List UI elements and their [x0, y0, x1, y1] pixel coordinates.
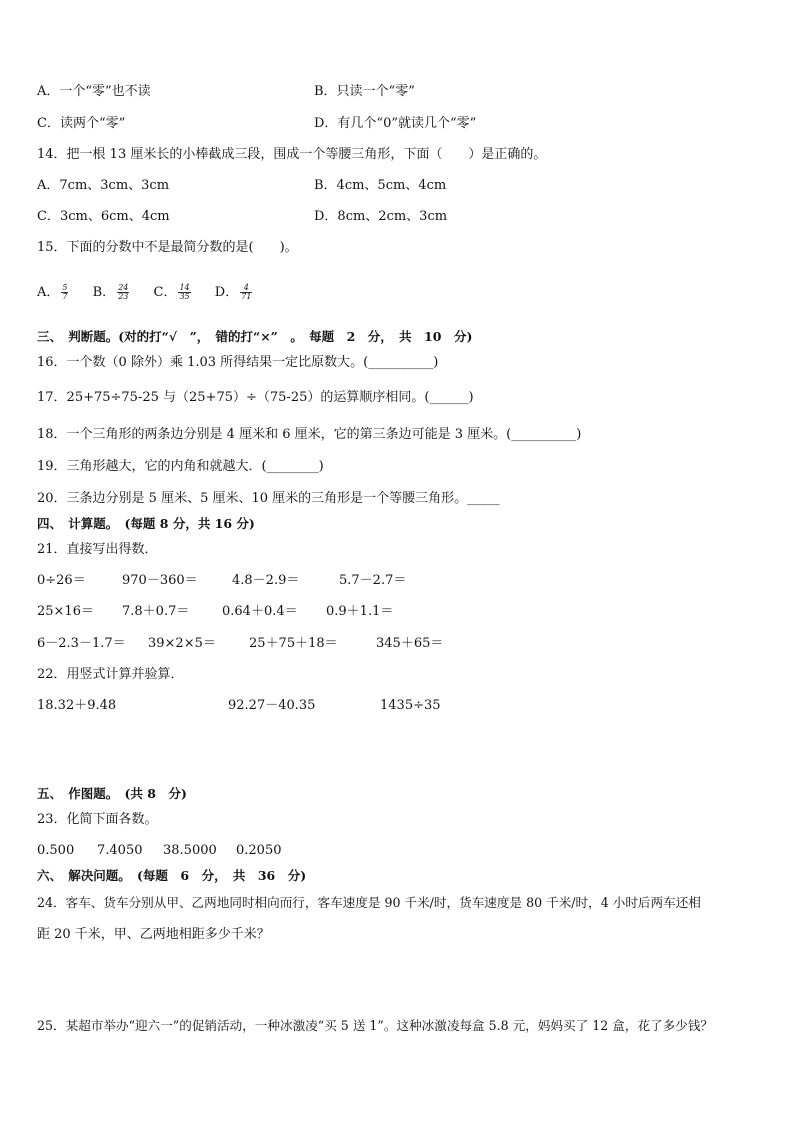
q13-option-d: D．有几个“0”就读几个“零” [314, 116, 477, 131]
q13-option-c: C．读两个“零” [37, 116, 126, 131]
q24-line2: 距 20 千米，甲、乙两地相距多少千米？ [37, 927, 270, 942]
calc-item: 25＋75＋18＝ [249, 636, 338, 651]
q24-line1: 24．客车、货车分别从甲、乙两地同时相向而行，客车速度是 90 千米/时，货车速度是 80 千米/时，4 小时后两车还相 [37, 895, 701, 910]
calc-item: 7.8＋0.7＝ [122, 604, 190, 619]
q21: 21．直接写出得数． [37, 542, 158, 557]
calc-item: 5.7－2.7＝ [339, 573, 407, 588]
q23-item: 0.2050 [236, 843, 282, 858]
fraction: $\frac{5}{7}$ [62, 283, 68, 301]
calc-item: 4.8－2.9＝ [232, 573, 300, 588]
fraction: $\frac{24}{23}$ [118, 283, 129, 301]
q13-option-a: A．一个“零”也不读 [37, 84, 151, 99]
calc-item: 345＋65＝ [376, 636, 444, 651]
q20: 20．三条边分别是 5 厘米、5 厘米、10 厘米的三角形是一个等腰三角形。_____ [37, 491, 500, 506]
q15-stem: 15．下面的分数中不是最简分数的是( )。 [37, 240, 298, 255]
q15-option-b: B． $\frac{24}{23}$ [92, 283, 129, 301]
calc-item: 25×16＝ [37, 604, 94, 619]
calc-item: 0÷26＝ [37, 573, 86, 588]
q16: 16．一个数（0 除外）乘 1.03 所得结果一定比原数大。(__________) [37, 355, 439, 370]
q14-option-d: D．8cm、2cm、3cm [314, 209, 448, 224]
q14-stem: 14．把一根 13 厘米长的小棒截成三段，围成一个等腰三角形，下面（ ）是正确的。 [37, 147, 547, 162]
q17: 17．25+75÷75-25 与（25+75）÷（75-25）的运算顺序相同。(______) [37, 390, 474, 405]
q23-item: 7.4050 [97, 843, 143, 858]
calc-item: 0.64＋0.4＝ [222, 604, 298, 619]
q19: 19．三角形越大，它的内角和就越大．(________) [37, 459, 324, 474]
q14-option-a: A．7cm、3cm、3cm [37, 178, 170, 193]
section6-title: 六、 解决问题。 (每题 6 分， 共 36 分) [37, 868, 307, 883]
calc-item: 6－2.3－1.7＝ [37, 636, 126, 651]
section4-title: 四、 计算题。 (每题 8 分，共 16 分) [37, 516, 255, 531]
q25: 25．某超市举办“迎六一”的促销活动，一种冰激凌“买 5 送 1”。这种冰激凌每盒 5.8 元，妈妈买了 12 盒，花了多少钱？ [37, 1018, 714, 1033]
section5-title: 五、 作图题。 (共 8 分) [37, 786, 187, 801]
q22-item: 18.32＋9.48 [37, 698, 117, 713]
q22-item: 92.27－40.35 [228, 698, 316, 713]
fraction: $\frac{14}{35}$ [179, 283, 190, 301]
calc-item: 39×2×5＝ [148, 636, 216, 651]
q22-item: 1435÷35 [380, 698, 441, 713]
q15-option-d: D． $\frac{4}{71}$ [214, 283, 252, 301]
fraction: $\frac{4}{71}$ [241, 283, 252, 301]
q14-option-b: B．4cm、5cm、4cm [314, 178, 447, 193]
calc-item: 970－360＝ [122, 573, 198, 588]
section3-title: 三、 判断题。(对的打“√ ”， 错的打“×” 。 每题 2 分， 共 10 分) [37, 329, 473, 344]
q23-item: 38.5000 [163, 843, 217, 858]
q15-options [37, 284, 272, 301]
q18: 18．一个三角形的两条边分别是 4 厘米和 6 厘米，它的第三条边可能是 3 厘米。(__________) [37, 427, 582, 442]
q15-option-a: A． $\frac{5}{7}$ [37, 283, 68, 301]
q23-item: 0.500 [37, 843, 75, 858]
q14-option-c: C．3cm、6cm、4cm [37, 209, 170, 224]
q15-option-c: C． $\frac{14}{35}$ [153, 283, 190, 301]
q22: 22．用竖式计算并验算． [37, 667, 184, 682]
q13-option-b: B．只读一个“零” [314, 84, 415, 99]
q23: 23．化简下面各数。 [37, 812, 158, 827]
calc-item: 0.9＋1.1＝ [326, 604, 394, 619]
